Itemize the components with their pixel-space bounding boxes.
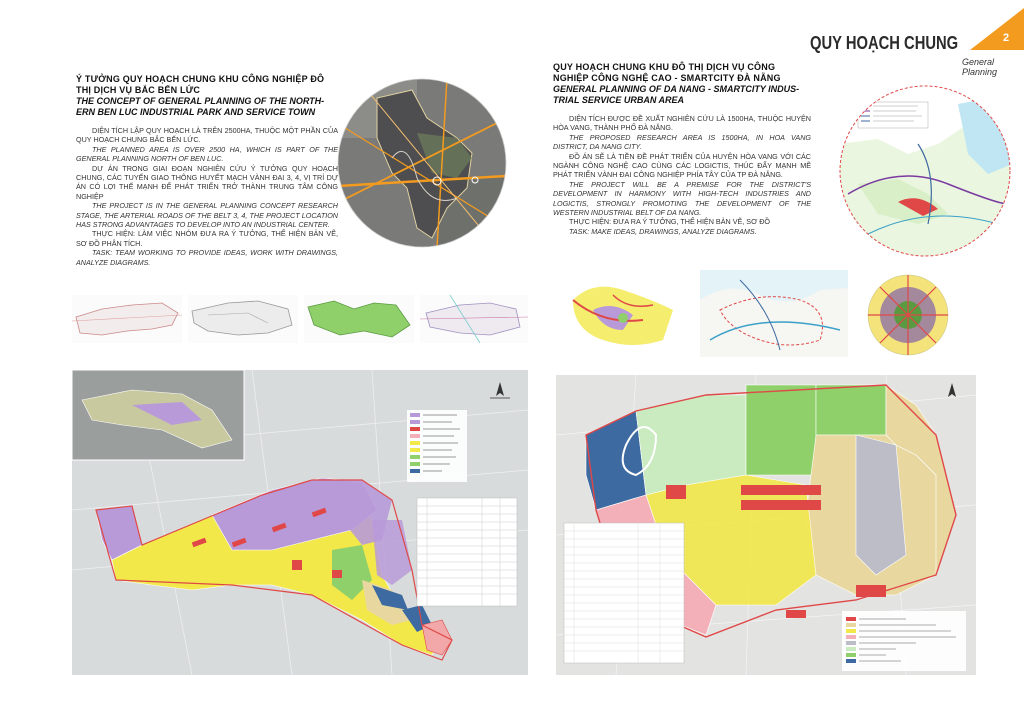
left-master-plan-map [72, 370, 528, 675]
right-para3-en: TASK: MAKE IDEAS, DRAWINGS, ANALYZE DIAGRAMS. [569, 226, 757, 236]
right-circle-regional-map [838, 84, 1012, 258]
right-heading-en [553, 84, 811, 106]
right-heading-vi-line2: NGHIỆP CÔNG NGHỆ CAO - SMARTCITY ĐÀ NẴNG [553, 73, 781, 83]
right-para3-vi: THỰC HIỆN: ĐƯA RA Ý TƯỞNG, THỂ HIỆN BẢN VẼ, SƠ ĐỒ [569, 217, 771, 227]
left-para1-en: THE PLANNED AREA IS OVER 2500 HA, WHICH IS PART OF THE GENERAL PLANNING NORTH OF BEN LUC. [76, 144, 338, 164]
left-heading-en-line2: ERN BEN LUC INDUSTRIAL PARK AND SERVICE TOWN [76, 107, 316, 117]
page-title: QUY HOẠCH CHUNG [810, 33, 959, 53]
left-analysis-map-3 [304, 295, 414, 343]
right-text-block [553, 62, 811, 236]
right-para1-en: THE PROPOSED RESEARCH AREA IS 1500HA, IN HOA VANG DISTRICT, DA NANG CITY. [553, 132, 811, 152]
right-heading-en-line1: GENERAL PLANNING OF DA NANG - SMARTCITY INDUS- [553, 84, 800, 94]
left-analysis-map-2 [188, 295, 298, 343]
left-para3-vi: THỰC HIỆN: LÀM VIỆC NHÓM ĐƯA RA Ý TƯỞNG, THỂ HIỆN BẢN VẼ, SƠ ĐỒ PHÂN TÍCH. [76, 229, 338, 248]
page-number: 2 [1003, 32, 1010, 44]
page-corner-triangle [970, 8, 1024, 50]
right-heading-en-line2: TRIAL SERVICE URBAN AREA [553, 95, 685, 105]
right-diagram-1 [553, 270, 678, 357]
left-text-block [76, 74, 338, 267]
page-subtitle-line2: Planning [962, 67, 998, 77]
right-para2-vi: ĐỒ ÁN SẼ LÀ TIỀN ĐỀ PHÁT TRIỂN CỦA HUYỆN HÒA VANG VỚI CÁC NGÀNH CÔNG NGHỆ CAO CÙNG CÁC LOGICTIS, THÚC ĐẨY MẠNH MẼ PHÁT TRIỂN VÀNH ĐAI CÔNG NGHIỆP PHÍA TÂY CỦA TP ĐÀ NẴNG. [553, 151, 811, 180]
right-para1-vi: DIỆN TÍCH ĐƯỢC ĐỀ XUẤT NGHIÊN CỨU LÀ 1500HA, THUỘC HUYỆN HÒA VANG, THÀNH PHỐ ĐÀ NẴNG. [553, 114, 811, 133]
right-diagram-2 [700, 270, 848, 357]
left-heading-vi [76, 74, 338, 96]
left-heading-en-line1: THE CONCEPT OF GENERAL PLANNING OF THE NORTH- [76, 96, 325, 106]
left-circle-satellite-map [337, 78, 507, 248]
page-subtitle-line1: General [962, 57, 995, 67]
left-para2-vi: DỰ ÁN TRONG GIAI ĐOẠN NGHIÊN CỨU Ý TƯỞNG QUY HOẠCH CHUNG, CÁC TUYẾN GIAO THÔNG HUYẾT MẠCH VÀNH ĐAI 3, 4, VỊ TRÍ DỰ ÁN CÓ LỢI THẾ MẠNH ĐỂ PHÁT TRIỂN TRỞ THÀNH TRUNG TÂM CÔNG NGHIỆP [76, 163, 338, 201]
left-heading-vi-line2: THỊ DỊCH VỤ BẮC BẾN LỨC [76, 85, 201, 95]
right-heading-vi [553, 62, 811, 84]
left-heading-en [76, 96, 338, 118]
page-subtitle [962, 57, 1022, 77]
left-para2-en: THE PROJECT IS IN THE GENERAL PLANNING CONCEPT RESEARCH STAGE, THE ARTERIAL ROADS OF THE BELT 3, 4, THE PROJECT LOCATION HAS STRONG ADVANTAGES TO DEVELOP INTO AN INDUSTRIAL CENTER. [76, 201, 338, 230]
left-para1-vi: DIỆN TÍCH LẬP QUY HOẠCH LÀ TRÊN 2500HA, THUỘC MỘT PHẦN CỦA QUY HOẠCH CHUNG BẮC BẾN LỨC. [76, 126, 338, 145]
right-heading-vi-line1: QUY HOẠCH CHUNG KHU ĐÔ THỊ DỊCH VỤ CÔNG [553, 62, 776, 72]
left-analysis-map-4 [420, 295, 528, 343]
left-para3-en: TASK: TEAM WORKING TO PROVIDE IDEAS, WORK WITH DRAWINGS, ANALYZE DIAGRAMS. [76, 248, 338, 267]
left-analysis-map-1 [72, 295, 182, 343]
left-heading-vi-line1: Ý TƯỞNG QUY HOẠCH CHUNG KHU CÔNG NGHIỆP ĐÔ [76, 74, 325, 84]
right-para2-en: THE PROJECT WILL BE A PREMISE FOR THE DISTRICT'S DEVELOPMENT IN HARMONY WITH HIGH-TECH INDUSTRIES AND LOGICTIS, STRONGLY PROMOTING THE DEVELOPMENT OF THE WESTERN INDUSTRIAL BELT OF DA NANG. [553, 179, 811, 218]
right-diagram-3 [860, 270, 956, 360]
right-master-plan-map [556, 375, 976, 675]
